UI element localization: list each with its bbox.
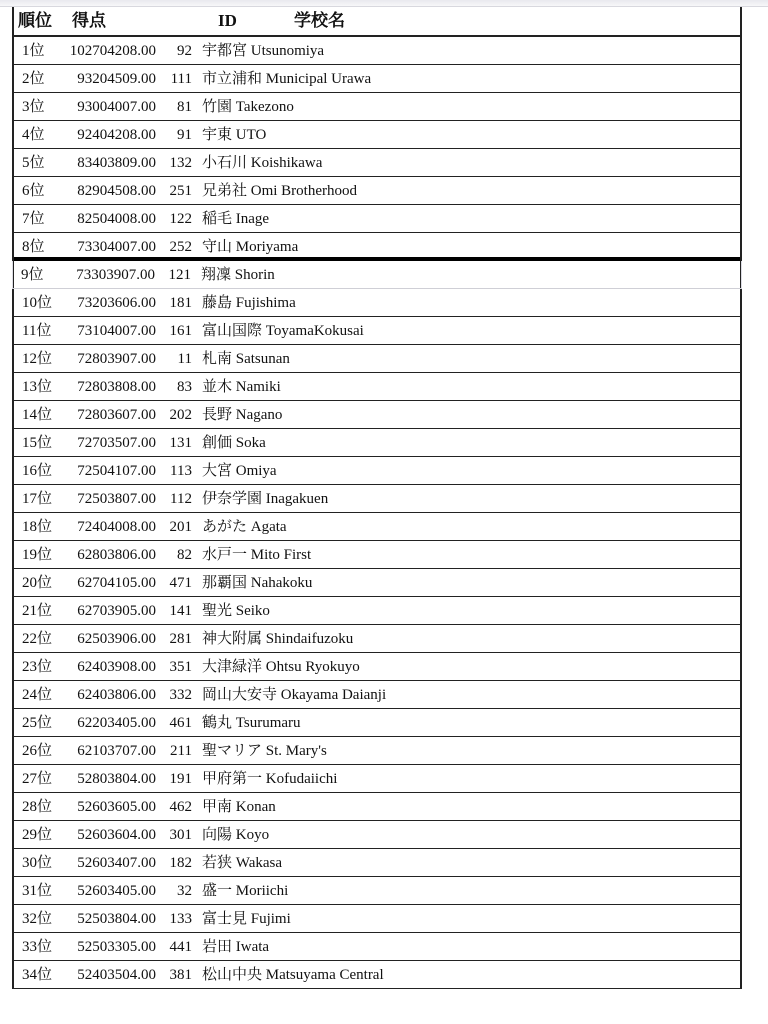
id-cell: 122 xyxy=(169,211,192,227)
rank-cell: 29位 xyxy=(22,827,53,843)
id-cell: 83 xyxy=(177,379,192,395)
school-name-cell: 伊奈学園 Inagakuen xyxy=(202,491,329,507)
school-name-cell: 並木 Namiki xyxy=(202,379,281,395)
table-row xyxy=(12,261,742,289)
school-name-cell: 富士見 Fujimi xyxy=(202,911,291,927)
score-cell: 52503305.00 xyxy=(77,939,156,955)
score-cell: 72803607.00 xyxy=(77,407,156,423)
school-name-cell: 宇都宮 Utsunomiya xyxy=(202,43,325,59)
id-cell: 111 xyxy=(170,71,192,87)
table-row xyxy=(14,485,740,513)
school-name-cell: 竹園 Takezono xyxy=(202,99,294,115)
rank-cell: 33位 xyxy=(22,939,53,955)
rank-cell: 4位 xyxy=(22,127,45,143)
rank-cell: 32位 xyxy=(22,911,53,927)
table-row xyxy=(14,177,740,205)
school-name-cell: 大宮 Omiya xyxy=(202,463,277,479)
table-row xyxy=(14,765,740,793)
id-cell: 161 xyxy=(169,323,192,339)
id-cell: 11 xyxy=(177,351,192,367)
rank-cell: 24位 xyxy=(22,687,53,703)
table-row xyxy=(14,933,740,961)
table-row xyxy=(14,205,740,233)
school-name-cell: 甲南 Konan xyxy=(202,799,276,815)
table-header xyxy=(14,7,740,37)
id-cell: 132 xyxy=(169,155,192,171)
id-cell: 211 xyxy=(170,743,192,759)
rank-cell: 9位 xyxy=(21,267,44,283)
score-cell: 52603407.00 xyxy=(77,855,156,871)
id-cell: 461 xyxy=(169,715,192,731)
table-row xyxy=(14,93,740,121)
table-row xyxy=(14,289,740,317)
id-cell: 131 xyxy=(169,435,192,451)
score-cell: 72404008.00 xyxy=(77,519,156,535)
rank-cell: 13位 xyxy=(22,379,53,395)
rank-cell: 2位 xyxy=(22,71,45,87)
id-cell: 191 xyxy=(169,771,192,787)
school-name-cell: 甲府第一 Kofudaiichi xyxy=(202,771,338,787)
table-row xyxy=(14,961,740,989)
table-row xyxy=(14,121,740,149)
rank-cell: 10位 xyxy=(22,295,53,311)
rank-cell: 21位 xyxy=(22,603,53,619)
rank-cell: 15位 xyxy=(22,435,53,451)
school-name-cell: 若狭 Wakasa xyxy=(202,855,283,871)
id-cell: 112 xyxy=(170,491,192,507)
score-cell: 72803808.00 xyxy=(77,379,156,395)
school-name-cell: 長野 Nagano xyxy=(202,407,283,423)
school-name-cell: 水戸一 Mito First xyxy=(202,547,312,563)
table-row xyxy=(14,849,740,877)
school-name-cell: 稲毛 Inage xyxy=(202,211,270,227)
rank-cell: 27位 xyxy=(22,771,53,787)
rank-cell: 7位 xyxy=(22,211,45,227)
table-row xyxy=(14,737,740,765)
id-cell: 381 xyxy=(169,967,192,983)
school-name-cell: 札南 Satsunan xyxy=(202,351,290,367)
table-row xyxy=(14,821,740,849)
table-row xyxy=(14,65,740,93)
school-name-cell: 富山国際 ToyamaKokusai xyxy=(202,323,364,339)
rank-cell: 11位 xyxy=(22,323,52,339)
school-name-cell: 小石川 Koishikawa xyxy=(202,155,323,171)
id-cell: 201 xyxy=(169,519,192,535)
table-row xyxy=(14,373,740,401)
id-cell: 441 xyxy=(169,939,192,955)
score-cell: 52403504.00 xyxy=(77,967,156,983)
header-rank: 順位 xyxy=(18,11,52,30)
table-row xyxy=(14,513,740,541)
score-cell: 52803804.00 xyxy=(77,771,156,787)
school-name-cell: 兄弟社 Omi Brotherhood xyxy=(202,183,357,199)
school-name-cell: 翔凜 Shorin xyxy=(201,267,275,283)
id-cell: 182 xyxy=(169,855,192,871)
id-cell: 301 xyxy=(169,827,192,843)
school-name-cell: 藤島 Fujishima xyxy=(202,295,296,311)
browser-top-edge xyxy=(0,0,768,7)
school-name-cell: 守山 Moriyama xyxy=(202,239,299,255)
score-cell: 82904508.00 xyxy=(77,183,156,199)
rank-cell: 1位 xyxy=(22,43,45,59)
table-row xyxy=(14,681,740,709)
score-cell: 62704105.00 xyxy=(77,575,156,591)
score-cell: 62703905.00 xyxy=(77,603,156,619)
table-row xyxy=(14,401,740,429)
id-cell: 113 xyxy=(170,463,192,479)
id-cell: 202 xyxy=(169,407,192,423)
score-cell: 102704208.00 xyxy=(69,43,156,59)
header-school-name: 学校名 xyxy=(294,11,345,30)
school-name-cell: 松山中央 Matsuyama Central xyxy=(202,967,384,983)
table-row xyxy=(14,233,740,261)
rank-cell: 6位 xyxy=(22,183,45,199)
score-cell: 62803806.00 xyxy=(77,547,156,563)
score-cell: 73303907.00 xyxy=(76,267,155,283)
score-cell: 62503906.00 xyxy=(77,631,156,647)
id-cell: 181 xyxy=(169,295,192,311)
rank-cell: 30位 xyxy=(22,855,53,871)
rank-cell: 8位 xyxy=(22,239,45,255)
id-cell: 32 xyxy=(177,883,192,899)
school-name-cell: 向陽 Koyo xyxy=(202,827,270,843)
score-cell: 83403809.00 xyxy=(77,155,156,171)
table-row xyxy=(14,877,740,905)
score-cell: 62203405.00 xyxy=(77,715,156,731)
table-row xyxy=(14,541,740,569)
id-cell: 252 xyxy=(169,239,192,255)
rank-cell: 28位 xyxy=(22,799,53,815)
id-cell: 121 xyxy=(168,267,191,283)
rank-cell: 26位 xyxy=(22,743,53,759)
score-cell: 92404208.00 xyxy=(77,127,156,143)
rank-cell: 5位 xyxy=(22,155,45,171)
school-name-cell: 市立浦和 Municipal Urawa xyxy=(202,71,372,87)
id-cell: 92 xyxy=(177,43,192,59)
score-cell: 93204509.00 xyxy=(77,71,156,87)
school-name-cell: 聖光 Seiko xyxy=(202,603,270,619)
id-cell: 82 xyxy=(177,547,192,563)
table-row xyxy=(14,345,740,373)
school-name-cell: 鶴丸 Tsurumaru xyxy=(202,715,301,731)
school-name-cell: 那覇国 Nahakoku xyxy=(202,575,313,591)
rank-cell: 14位 xyxy=(22,407,53,423)
rank-cell: 31位 xyxy=(22,883,53,899)
score-cell: 52603605.00 xyxy=(77,799,156,815)
score-cell: 73304007.00 xyxy=(77,239,156,255)
score-cell: 73104007.00 xyxy=(77,323,156,339)
school-name-cell: あがた Agata xyxy=(202,519,287,535)
id-cell: 141 xyxy=(169,603,192,619)
id-cell: 471 xyxy=(169,575,192,591)
score-cell: 93004007.00 xyxy=(77,99,156,115)
id-cell: 251 xyxy=(169,183,192,199)
table-body xyxy=(14,37,740,989)
table-row xyxy=(14,149,740,177)
score-cell: 62103707.00 xyxy=(77,743,156,759)
rank-cell: 18位 xyxy=(22,519,53,535)
rank-cell: 25位 xyxy=(22,715,53,731)
school-name-cell: 創価 Soka xyxy=(202,435,266,451)
score-cell: 72803907.00 xyxy=(77,351,156,367)
table-row xyxy=(14,569,740,597)
score-cell: 62403908.00 xyxy=(77,659,156,675)
school-name-cell: 岩田 Iwata xyxy=(202,939,270,955)
table-row xyxy=(14,37,740,65)
score-cell: 72703507.00 xyxy=(77,435,156,451)
table-row xyxy=(14,317,740,345)
school-name-cell: 神大附属 Shindaifuzoku xyxy=(202,631,354,647)
id-cell: 133 xyxy=(169,911,192,927)
school-name-cell: 聖マリア St. Mary's xyxy=(202,743,327,759)
school-name-cell: 大津緑洋 Ohtsu Ryokuyo xyxy=(202,659,360,675)
school-name-cell: 岡山大安寺 Okayama Daianji xyxy=(202,687,387,703)
table-row xyxy=(14,457,740,485)
rank-cell: 22位 xyxy=(22,631,53,647)
table-row xyxy=(14,653,740,681)
school-name-cell: 宇東 UTO xyxy=(202,127,267,143)
table-row xyxy=(14,905,740,933)
header-score: 得点 xyxy=(72,11,106,30)
id-cell: 462 xyxy=(169,799,192,815)
id-cell: 91 xyxy=(177,127,192,143)
rank-cell: 20位 xyxy=(22,575,53,591)
rank-cell: 34位 xyxy=(22,967,53,983)
score-cell: 52503804.00 xyxy=(77,911,156,927)
id-cell: 351 xyxy=(169,659,192,675)
rank-cell: 16位 xyxy=(22,463,53,479)
score-cell: 52603405.00 xyxy=(77,883,156,899)
table-row xyxy=(14,793,740,821)
id-cell: 81 xyxy=(177,99,192,115)
id-cell: 281 xyxy=(169,631,192,647)
score-cell: 62403806.00 xyxy=(77,687,156,703)
school-name-cell: 盛一 Moriichi xyxy=(202,883,289,899)
table-row xyxy=(14,429,740,457)
ranking-table xyxy=(12,7,742,989)
table-row xyxy=(14,709,740,737)
rank-cell: 12位 xyxy=(22,351,53,367)
rank-cell: 19位 xyxy=(22,547,53,563)
rank-cell: 3位 xyxy=(22,99,45,115)
table-row xyxy=(14,625,740,653)
score-cell: 73203606.00 xyxy=(77,295,156,311)
score-cell: 82504008.00 xyxy=(77,211,156,227)
table-row xyxy=(14,597,740,625)
score-cell: 52603604.00 xyxy=(77,827,156,843)
header-id: ID xyxy=(218,11,237,30)
rank-cell: 17位 xyxy=(22,491,53,507)
score-cell: 72503807.00 xyxy=(77,491,156,507)
score-cell: 72504107.00 xyxy=(77,463,156,479)
id-cell: 332 xyxy=(169,687,192,703)
rank-cell: 23位 xyxy=(22,659,53,675)
